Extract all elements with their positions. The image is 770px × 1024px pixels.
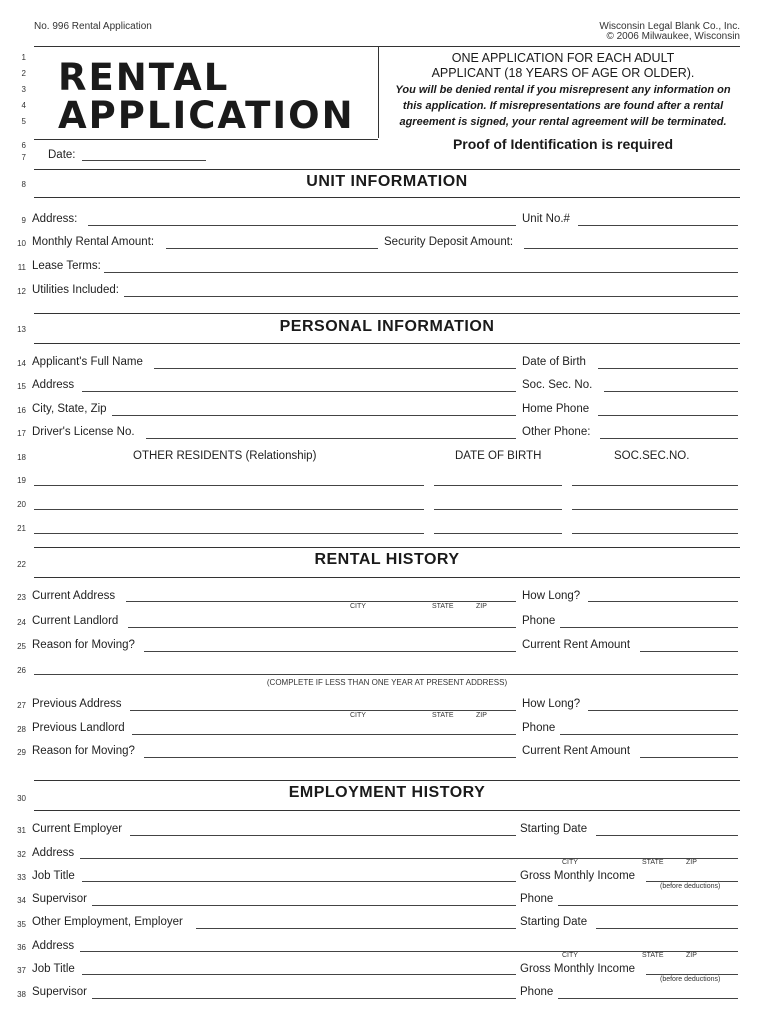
previous-landlord-field[interactable] — [132, 734, 516, 735]
resident-3-name-field[interactable] — [34, 533, 424, 534]
other-employer-field[interactable] — [196, 928, 516, 929]
other-job-title-label: Job Title — [32, 963, 75, 975]
notice-warning-2: this application. If misrepresentations are found after a rental — [402, 100, 724, 112]
current-employer-label: Current Employer — [32, 823, 123, 835]
previous-landlord-phone-label: Phone — [522, 722, 556, 734]
full-name-label: Applicant's Full Name — [32, 356, 143, 368]
other-starting-date-field[interactable] — [596, 928, 738, 929]
notice-line2: APPLICANT (18 YEARS OF AGE OR OLDER). — [431, 66, 695, 80]
ssn-label: Soc. Sec. No. — [522, 379, 593, 391]
previous-address-field[interactable] — [130, 710, 516, 711]
city-state-zip-field[interactable] — [112, 415, 516, 416]
drivers-license-label: Driver's License No. — [32, 426, 135, 438]
title-divider — [378, 46, 379, 138]
resident-1-ssn-field[interactable] — [572, 485, 738, 486]
line-number: 6 — [21, 141, 26, 150]
current-city-caption: CITY — [350, 603, 366, 610]
other-zip-caption: ZIP — [686, 952, 697, 959]
line-number: 8 — [21, 180, 26, 189]
current-rent-label: Current Rent Amount — [522, 639, 631, 651]
previous-zip-caption: ZIP — [476, 712, 487, 719]
employer-address-label: Address — [32, 847, 75, 859]
employer-zip-caption: ZIP — [686, 859, 697, 866]
line-number: 1 — [21, 53, 26, 62]
section-employment-history: EMPLOYMENT HISTORY — [288, 784, 486, 801]
utilities-field[interactable] — [124, 296, 738, 297]
line-number: 21 — [17, 524, 26, 533]
line-number: 26 — [17, 666, 26, 675]
applicant-address-field[interactable] — [82, 391, 516, 392]
line-number: 3 — [21, 85, 26, 94]
line-number: 5 — [21, 117, 26, 126]
previous-landlord-label: Previous Landlord — [32, 722, 125, 734]
other-supervisor-label: Supervisor — [32, 986, 87, 998]
supervisor-phone-field[interactable] — [558, 905, 738, 906]
line-number: 20 — [17, 500, 26, 509]
other-phone-label: Other Phone: — [522, 426, 591, 438]
resident-3-dob-field[interactable] — [434, 533, 562, 534]
line-number: 14 — [17, 359, 26, 368]
monthly-rent-label: Monthly Rental Amount: — [32, 236, 155, 248]
other-phone-field[interactable] — [600, 438, 738, 439]
line-number: 24 — [17, 618, 26, 627]
current-zip-caption: ZIP — [476, 603, 487, 610]
line-number: 10 — [17, 239, 26, 248]
city-state-zip-label: City, State, Zip — [32, 403, 107, 415]
other-before-deductions-caption: (before deductions) — [660, 976, 721, 983]
line-number: 11 — [17, 263, 26, 272]
previous-city-caption: CITY — [350, 712, 366, 719]
lease-terms-field[interactable] — [104, 272, 738, 273]
current-address-label: Current Address — [32, 590, 116, 602]
line-number: 17 — [17, 429, 26, 438]
starting-date-field[interactable] — [596, 835, 738, 836]
current-rent-field[interactable] — [640, 651, 738, 652]
current-address-field[interactable] — [126, 601, 516, 602]
line-number: 13 — [17, 325, 26, 334]
line-number: 30 — [17, 794, 26, 803]
section-rental-history: RENTAL HISTORY — [314, 551, 460, 568]
applicant-address-label: Address — [32, 379, 75, 391]
other-gross-income-field[interactable] — [646, 974, 738, 975]
line-number: 25 — [17, 642, 26, 651]
notice-warning-1: You will be denied rental if you misrepresent any information on — [395, 84, 731, 96]
line-number: 19 — [17, 476, 26, 485]
line-number: 16 — [17, 406, 26, 415]
line-number: 12 — [17, 287, 26, 296]
form-title-line1: RENTAL — [58, 56, 230, 99]
date-of-birth-label: Date of Birth — [522, 356, 586, 368]
landlord-phone-label: Phone — [522, 615, 556, 627]
line-number: 7 — [21, 153, 26, 162]
other-employer-address-field[interactable] — [80, 951, 738, 952]
other-supervisor-field[interactable] — [92, 998, 516, 999]
unit-number-label: Unit No.# — [522, 213, 570, 225]
lease-terms-label: Lease Terms: — [32, 260, 101, 272]
employer-address-field[interactable] — [80, 858, 738, 859]
monthly-rent-field[interactable] — [166, 248, 378, 249]
home-phone-label: Home Phone — [522, 403, 590, 415]
previous-rent-field[interactable] — [640, 757, 738, 758]
previous-reason-field[interactable] — [144, 757, 516, 758]
resident-1-dob-field[interactable] — [434, 485, 562, 486]
previous-state-caption: STATE — [432, 712, 454, 719]
employer-city-caption: CITY — [562, 859, 578, 866]
current-state-caption: STATE — [432, 603, 454, 610]
other-employer-address-label: Address — [32, 940, 75, 952]
line-number: 23 — [17, 593, 26, 602]
line-number: 29 — [17, 748, 26, 757]
notice-line1: ONE APPLICATION FOR EACH ADULT — [451, 51, 675, 65]
line-number: 9 — [21, 216, 26, 225]
gross-income-label: Gross Monthly Income — [520, 870, 636, 882]
security-deposit-field[interactable] — [524, 248, 738, 249]
other-employer-label: Other Employment, Employer — [32, 916, 183, 928]
other-supervisor-phone-field[interactable] — [558, 998, 738, 999]
previous-rent-label: Current Rent Amount — [522, 745, 631, 757]
how-long-label: How Long? — [522, 590, 581, 602]
complete-if-less-note: (COMPLETE IF LESS THAN ONE YEAR AT PRESENT ADDRESS) — [266, 678, 508, 687]
line-number: 27 — [17, 701, 26, 710]
ssn-field[interactable] — [604, 391, 738, 392]
proof-of-id-note: Proof of Identification is required — [452, 136, 674, 152]
other-supervisor-phone-label: Phone — [520, 986, 554, 998]
publisher-location: © 2006 Milwaukee, Wisconsin — [606, 31, 740, 42]
section-unit-information: UNIT INFORMATION — [306, 173, 468, 190]
line-number: 37 — [17, 966, 26, 975]
rental-note-line[interactable] — [34, 674, 738, 675]
other-starting-date-label: Starting Date — [520, 916, 588, 928]
previous-how-long-field[interactable] — [588, 710, 738, 711]
other-residents-header: OTHER RESIDENTS (Relationship) — [133, 450, 317, 462]
publisher-name: Wisconsin Legal Blank Co., Inc. — [599, 21, 740, 32]
unit-address-label: Address: — [32, 213, 78, 225]
line-number: 33 — [17, 873, 26, 882]
other-job-title-field[interactable] — [82, 974, 516, 975]
date-field[interactable] — [82, 160, 206, 161]
full-name-field[interactable] — [154, 368, 516, 369]
line-number: 31 — [17, 826, 26, 835]
date-of-birth-field[interactable] — [598, 368, 738, 369]
home-phone-field[interactable] — [598, 415, 738, 416]
line-number: 35 — [17, 920, 26, 929]
resident-2-ssn-field[interactable] — [572, 509, 738, 510]
unit-number-field[interactable] — [578, 225, 738, 226]
job-title-field[interactable] — [82, 881, 516, 882]
line-number: 38 — [17, 990, 26, 999]
current-landlord-label: Current Landlord — [32, 615, 119, 627]
previous-landlord-phone-field[interactable] — [560, 734, 738, 735]
previous-how-long-label: How Long? — [522, 698, 581, 710]
security-deposit-label: Security Deposit Amount: — [384, 236, 514, 248]
resident-2-dob-field[interactable] — [434, 509, 562, 510]
residents-dob-header: DATE OF BIRTH — [455, 450, 542, 462]
gross-income-field[interactable] — [646, 881, 738, 882]
supervisor-phone-label: Phone — [520, 893, 554, 905]
unit-address-field[interactable] — [88, 225, 516, 226]
drivers-license-field[interactable] — [146, 438, 516, 439]
supervisor-label: Supervisor — [32, 893, 87, 905]
other-gross-income-label: Gross Monthly Income — [520, 963, 636, 975]
employer-state-caption: STATE — [642, 859, 664, 866]
reason-moving-field[interactable] — [144, 651, 516, 652]
form-title-line2: APPLICATION — [58, 94, 355, 137]
line-number: 32 — [17, 850, 26, 859]
form-number: No. 996 Rental Application — [34, 21, 152, 32]
how-long-field[interactable] — [588, 601, 738, 602]
starting-date-label: Starting Date — [520, 823, 588, 835]
resident-2-name-field[interactable] — [34, 509, 424, 510]
other-state-caption: STATE — [642, 952, 664, 959]
other-city-caption: CITY — [562, 952, 578, 959]
residents-ssn-header: SOC.SEC.NO. — [614, 450, 690, 462]
line-number: 34 — [17, 896, 26, 905]
current-landlord-field[interactable] — [128, 627, 516, 628]
current-employer-field[interactable] — [130, 835, 516, 836]
notice-warning-3: agreement is signed, your rental agreement will be terminated. — [399, 116, 727, 128]
section-personal-information: PERSONAL INFORMATION — [279, 318, 495, 335]
line-number: 2 — [21, 69, 26, 78]
line-number: 36 — [17, 943, 26, 952]
line-number: 4 — [21, 101, 26, 110]
line-number: 15 — [17, 382, 26, 391]
previous-reason-label: Reason for Moving? — [32, 745, 135, 757]
job-title-label: Job Title — [32, 870, 75, 882]
resident-3-ssn-field[interactable] — [572, 533, 738, 534]
utilities-label: Utilities Included: — [32, 284, 119, 296]
supervisor-field[interactable] — [92, 905, 516, 906]
line-number: 28 — [17, 725, 26, 734]
before-deductions-caption: (before deductions) — [660, 883, 721, 890]
date-label: Date: — [48, 149, 76, 161]
resident-1-name-field[interactable] — [34, 485, 424, 486]
reason-moving-label: Reason for Moving? — [32, 639, 135, 651]
line-number: 22 — [17, 560, 26, 569]
line-number: 18 — [17, 453, 26, 462]
landlord-phone-field[interactable] — [560, 627, 738, 628]
previous-address-label: Previous Address — [32, 698, 122, 710]
